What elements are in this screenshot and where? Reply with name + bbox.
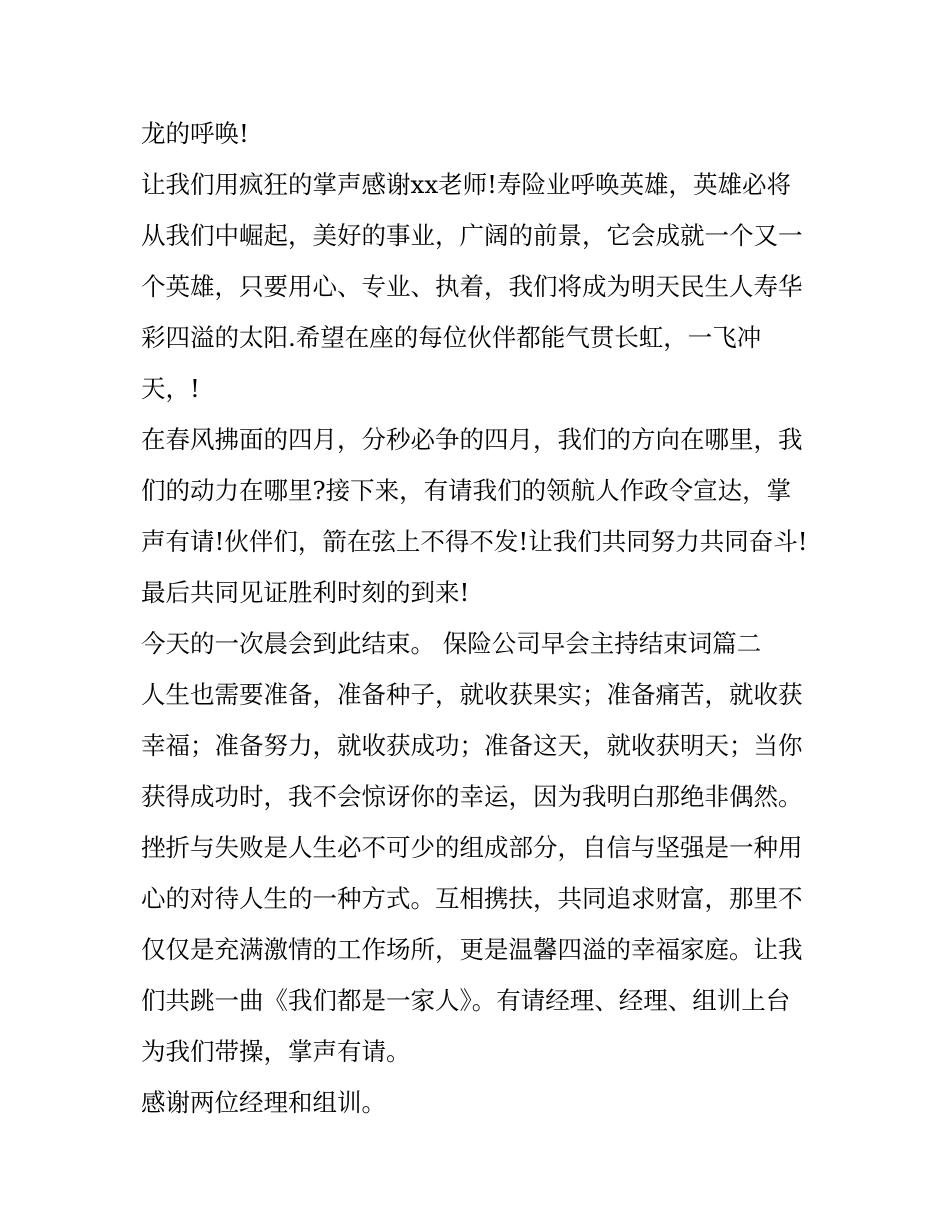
text-line: 幸福；准备努力，就收获成功；准备这天，就收获明天；当你 bbox=[141, 731, 803, 760]
text-line: 从我们中崛起，美好的事业，广阔的前景，它会成就一个又一 bbox=[141, 221, 803, 250]
text-line: 彩四溢的太阳.希望在座的每位伙伴都能气贯长虹，一飞冲 bbox=[141, 323, 762, 352]
text-line: 最后共同见证胜利时刻的到来! bbox=[141, 578, 470, 607]
text-line: 龙的呼唤! bbox=[141, 119, 249, 148]
text-line: 天，! bbox=[141, 374, 200, 403]
text-line: 在春风拂面的四月，分秒必争的四月，我们的方向在哪里，我 bbox=[141, 425, 803, 454]
document-body bbox=[141, 108, 821, 1128]
text-line: 获得成功时，我不会惊讶你的幸运，因为我明白那绝非偶然。 bbox=[141, 782, 803, 811]
text-line: 今天的一次晨会到此结束。 保险公司早会主持结束词篇二 bbox=[141, 629, 762, 658]
text-line: 为我们带操，掌声有请。 bbox=[141, 1037, 411, 1066]
text-line: 们的动力在哪里?接下来，有请我们的领航人作政令宣达，掌 bbox=[141, 476, 792, 505]
text-line: 心的对待人生的一种方式。互相携扶，共同追求财富，那里不 bbox=[141, 884, 803, 913]
text-line: 让我们用疯狂的掌声感谢xx老师!寿险业呼唤英雄，英雄必将 bbox=[141, 170, 791, 199]
text-line: 人生也需要准备，准备种子，就收获果实；准备痛苦，就收获 bbox=[141, 680, 803, 709]
text-line: 声有请!伙伴们，箭在弦上不得不发!让我们共同努力共同奋斗! bbox=[141, 527, 808, 556]
text-line: 感谢两位经理和组训。 bbox=[141, 1088, 386, 1117]
text-line: 仅仅是充满激情的工作场所，更是温馨四溢的幸福家庭。让我 bbox=[141, 935, 803, 964]
text-line: 们共跳一曲《我们都是一家人》。有请经理、经理、组训上台 bbox=[141, 986, 791, 1015]
text-line: 挫折与失败是人生必不可少的组成部分，自信与坚强是一种用 bbox=[141, 833, 803, 862]
text-line: 个英雄，只要用心、专业、执着，我们将成为明天民生人寿华 bbox=[141, 272, 803, 301]
